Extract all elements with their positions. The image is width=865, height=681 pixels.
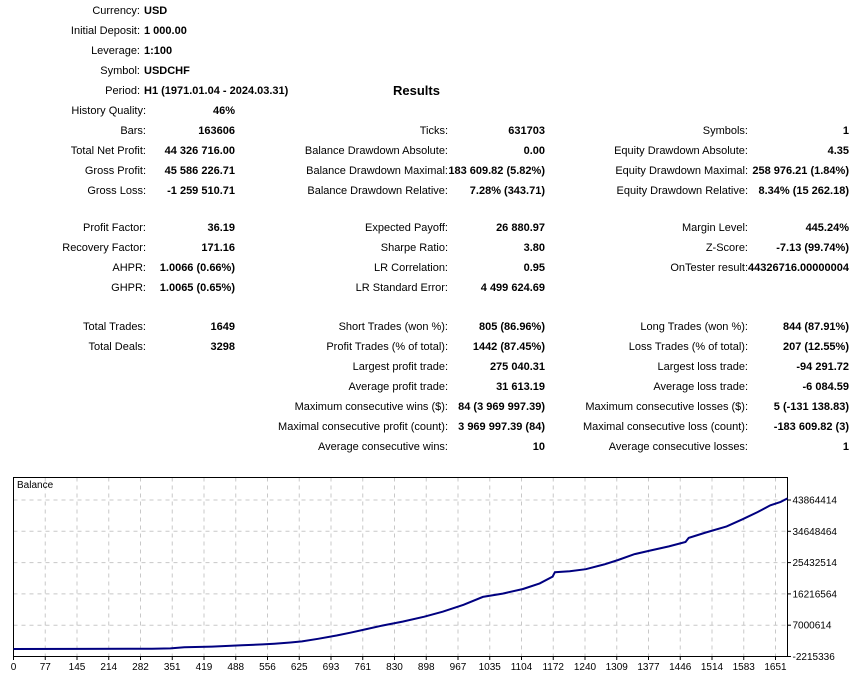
stat-value: [748, 258, 849, 278]
stat-value-text: 258 976.21 (1.84%): [752, 165, 849, 177]
stat-label: [235, 161, 448, 181]
stat-label: [235, 357, 448, 377]
stat-label: [545, 357, 748, 377]
x-axis-label: 1583: [732, 662, 755, 673]
stat-label: [235, 258, 448, 278]
stat-label: [235, 437, 448, 457]
stat-value-text: 3 969 997.39 (84): [458, 421, 545, 433]
stat-value-text: -7.13 (99.74%): [776, 242, 849, 254]
stat-value-text: -6 084.59: [802, 381, 849, 393]
stat-label: [0, 101, 146, 121]
stat-label: [545, 437, 748, 457]
stat-label-text: Equity Drawdown Maximal:: [615, 165, 748, 177]
stats-row: [0, 161, 849, 181]
header-value: H1 (1971.01.04 - 2024.03.31): [144, 85, 289, 97]
chart-frame: [14, 478, 788, 657]
x-axis-label: 761: [354, 662, 372, 673]
stat-label: [545, 397, 748, 417]
stat-value-text: 183 609.82 (5.82%): [448, 165, 545, 177]
stat-value: [748, 121, 849, 141]
x-axis-label: 214: [100, 662, 118, 673]
stat-value: [146, 258, 235, 278]
stat-label: [235, 417, 448, 437]
stat-value: [448, 238, 545, 258]
stats-row: [0, 317, 849, 337]
stat-label-text: OnTester result:: [670, 262, 748, 274]
stats-row: [0, 417, 849, 437]
stat-value-text: 44 326 716.00: [164, 145, 235, 157]
header-label: Initial Deposit:: [70, 25, 140, 37]
stat-label: [235, 218, 448, 238]
stat-label: [545, 337, 748, 357]
header-value: 1:100: [144, 45, 173, 57]
stat-label-text: Average loss trade:: [653, 381, 748, 393]
stat-value: [146, 437, 235, 457]
stat-value-text: -1 259 510.71: [167, 185, 235, 197]
stat-value: [748, 278, 849, 298]
header-label: Period:: [105, 85, 140, 97]
stat-value: [146, 278, 235, 298]
header-label: Leverage:: [91, 45, 140, 57]
stat-value: [748, 397, 849, 417]
stat-value-text: 5 (-131 138.83): [773, 401, 849, 413]
stat-label: [545, 181, 748, 201]
stat-value-text: 84 (3 969 997.39): [458, 401, 545, 413]
x-axis-label: 1240: [573, 662, 597, 673]
x-axis-label: 351: [163, 662, 181, 673]
stats-row: [0, 218, 849, 238]
stat-value: [748, 417, 849, 437]
x-axis-label: 830: [386, 662, 403, 673]
stat-value-text: 1.0066 (0.66%): [159, 262, 235, 274]
stat-value-text: -94 291.72: [796, 361, 849, 373]
stat-label: [235, 337, 448, 357]
stat-value-text: 1: [842, 125, 849, 137]
header-row: [0, 1, 288, 21]
stat-value: [146, 141, 235, 161]
stat-label-text: Total Net Profit:: [70, 145, 146, 157]
y-axis-label: 34648464: [792, 526, 837, 538]
stat-value-text: 171.16: [201, 242, 235, 254]
stat-label-text: Sharpe Ratio:: [380, 242, 448, 254]
stat-value-text: 163606: [198, 125, 235, 137]
stats-row: [0, 141, 849, 161]
stat-label-text: Largest loss trade:: [657, 361, 748, 373]
stat-label-text: History Quality:: [71, 105, 146, 117]
stat-label: [235, 141, 448, 161]
stat-label-text: Equity Drawdown Absolute:: [614, 145, 748, 157]
stat-label-text: Total Trades:: [83, 321, 146, 333]
stats-section-1: [0, 101, 849, 201]
stat-value: [748, 317, 849, 337]
stat-label-text: AHPR:: [112, 262, 146, 274]
stat-value: [146, 101, 235, 121]
stat-label: [235, 121, 448, 141]
stat-label-text: LR Standard Error:: [355, 282, 448, 294]
stat-label-text: Total Deals:: [88, 341, 146, 353]
stat-value: [448, 278, 545, 298]
stats-row: [0, 437, 849, 457]
stats-row: [0, 337, 849, 357]
stat-value: [146, 377, 235, 397]
stat-value: [146, 121, 235, 141]
stat-value-text: 1442 (87.45%): [472, 341, 545, 353]
stat-value: [146, 397, 235, 417]
stat-label-text: Average profit trade:: [348, 381, 448, 393]
stats-row: [0, 121, 849, 141]
stat-value-text: 4 499 624.69: [480, 282, 545, 294]
stat-value: [146, 417, 235, 437]
stat-value-text: 46%: [212, 105, 235, 117]
stat-label: [0, 377, 146, 397]
x-axis-label: 282: [132, 662, 149, 673]
stat-label-text: Margin Level:: [681, 222, 748, 234]
stat-label: [0, 141, 146, 161]
stats-row: [0, 397, 849, 417]
header-label: Symbol:: [100, 65, 140, 77]
stat-label: [545, 258, 748, 278]
balance-chart: [0, 470, 865, 678]
stats-section-3: [0, 317, 849, 457]
header-value: USDCHF: [144, 65, 190, 77]
stat-value-text: 275 040.31: [489, 361, 545, 373]
results-title: Results: [393, 83, 440, 98]
stat-value: [146, 337, 235, 357]
stat-label-text: Maximum consecutive losses ($):: [585, 401, 748, 413]
stat-label: [545, 377, 748, 397]
header-label: Currency:: [92, 5, 140, 17]
stat-value-text: 3298: [210, 341, 235, 353]
stat-value-text: 805 (86.96%): [478, 321, 545, 333]
stat-value-text: 44326716.00000004: [748, 262, 849, 274]
stat-label-text: Maximal consecutive loss (count):: [582, 421, 748, 433]
x-axis-label: 77: [39, 662, 51, 673]
stat-label-text: Maximum consecutive wins ($):: [294, 401, 448, 413]
stat-label: [0, 218, 146, 238]
stats-row: [0, 181, 849, 201]
x-axis-label: 693: [322, 662, 340, 673]
x-axis-label: 0: [10, 662, 17, 673]
stat-label-text: Balance Drawdown Maximal:: [306, 165, 448, 177]
stat-label-text: Ticks:: [419, 125, 448, 137]
header-row: [0, 41, 288, 61]
stat-value-text: 31 613.19: [496, 381, 545, 393]
stat-label-text: Bars:: [120, 125, 146, 137]
stats-row: [0, 238, 849, 258]
stat-value-text: 4.35: [827, 145, 849, 157]
stat-value: [448, 337, 545, 357]
stat-label-text: Largest profit trade:: [352, 361, 448, 373]
stat-value: [748, 357, 849, 377]
x-axis-label: 1377: [637, 662, 660, 673]
stat-value: [146, 218, 235, 238]
stat-label: [545, 278, 748, 298]
stat-label: [0, 161, 146, 181]
stats-row: [0, 377, 849, 397]
x-axis-label: 625: [290, 662, 308, 673]
stat-label-text: Short Trades (won %):: [338, 321, 448, 333]
stat-value: [448, 121, 545, 141]
chart-title: Balance: [17, 480, 54, 491]
x-axis-label: 1309: [605, 662, 628, 673]
header-block: [0, 1, 288, 101]
stats-row: [0, 258, 849, 278]
x-axis-label: 898: [417, 662, 435, 673]
stat-label: [0, 317, 146, 337]
stat-label-text: Equity Drawdown Relative:: [616, 185, 748, 197]
stat-value: [448, 161, 545, 181]
stat-label-text: Loss Trades (% of total):: [628, 341, 748, 353]
stat-value: [748, 337, 849, 357]
stat-label: [545, 218, 748, 238]
stat-label-text: Balance Drawdown Absolute:: [304, 145, 448, 157]
stat-value: [748, 161, 849, 181]
stat-label-text: Average consecutive losses:: [608, 441, 748, 453]
stat-value: [748, 181, 849, 201]
header-row: [0, 61, 288, 81]
y-axis-label: 43864414: [792, 495, 837, 507]
stat-value: [448, 258, 545, 278]
x-axis-label: 145: [68, 662, 86, 673]
stat-label: [545, 141, 748, 161]
stat-value-text: -183 609.82 (3): [773, 421, 849, 433]
stat-label-text: Balance Drawdown Relative:: [307, 185, 448, 197]
stat-label: [545, 101, 748, 121]
balance-chart-svg: [0, 470, 865, 678]
stat-value: [448, 317, 545, 337]
stat-value-text: 207 (12.55%): [782, 341, 849, 353]
balance-line: [14, 498, 788, 649]
x-axis-label: 1514: [700, 662, 724, 673]
stat-label-text: Expected Payoff:: [365, 222, 448, 234]
x-axis-label: 1446: [669, 662, 692, 673]
stat-value-text: 1: [842, 441, 849, 453]
stat-value: [448, 101, 545, 121]
stat-value: [748, 101, 849, 121]
stat-value: [146, 181, 235, 201]
stat-value-text: 0.00: [523, 145, 545, 157]
x-axis-label: 967: [449, 662, 467, 673]
stat-label: [235, 317, 448, 337]
stat-value: [448, 377, 545, 397]
stat-value: [448, 141, 545, 161]
header-row: [0, 81, 288, 101]
y-axis-label: 25432514: [792, 558, 837, 570]
stat-label: [0, 121, 146, 141]
stat-label-text: Profit Trades (% of total):: [326, 341, 448, 353]
stat-label: [235, 101, 448, 121]
stat-value: [146, 357, 235, 377]
stat-label-text: Profit Factor:: [83, 222, 146, 234]
stat-value: [448, 218, 545, 238]
stat-value-text: 844 (87.91%): [782, 321, 849, 333]
stat-value-text: 45 586 226.71: [164, 165, 235, 177]
y-axis-label: -2215336: [792, 652, 835, 663]
stat-value: [448, 397, 545, 417]
stat-label: [0, 278, 146, 298]
stat-label: [0, 258, 146, 278]
x-axis-label: 488: [227, 662, 245, 673]
stats-row: [0, 357, 849, 377]
stat-label-text: Symbols:: [702, 125, 748, 137]
x-axis-label: 556: [259, 662, 276, 673]
stat-label-text: Recovery Factor:: [62, 242, 146, 254]
stat-value: [748, 141, 849, 161]
x-axis-label: 419: [195, 662, 213, 673]
stat-value: [146, 161, 235, 181]
stat-value-text: 631703: [508, 125, 545, 137]
stat-label: [0, 397, 146, 417]
stat-label: [235, 397, 448, 417]
stat-value: [748, 437, 849, 457]
y-axis-label: 7000614: [792, 620, 832, 632]
stat-value: [748, 238, 849, 258]
stat-label: [235, 238, 448, 258]
stat-value: [448, 357, 545, 377]
stat-value-text: 1649: [210, 321, 235, 333]
stat-label-text: Gross Loss:: [87, 185, 146, 197]
stat-value-text: 445.24%: [805, 222, 849, 234]
stat-value: [146, 317, 235, 337]
stat-label-text: Maximal consecutive profit (count):: [278, 421, 448, 433]
stat-value: [748, 377, 849, 397]
stat-value-text: 8.34% (15 262.18): [758, 185, 849, 197]
x-axis-label: 1651: [764, 662, 787, 673]
header-value: 1 000.00: [144, 25, 187, 37]
x-axis-label: 1172: [542, 662, 565, 673]
stats-row: [0, 101, 849, 121]
stat-label: [0, 437, 146, 457]
stat-value-text: 26 880.97: [496, 222, 545, 234]
stat-value-text: 1.0065 (0.65%): [159, 282, 235, 294]
stat-value-text: 0.95: [523, 262, 545, 274]
stat-value: [448, 437, 545, 457]
stat-label-text: GHPR:: [111, 282, 146, 294]
stat-value-text: 3.80: [523, 242, 545, 254]
stat-label-text: Z-Score:: [705, 242, 748, 254]
stat-label: [0, 417, 146, 437]
x-axis-label: 1104: [510, 662, 533, 673]
stat-label: [545, 417, 748, 437]
stat-value: [448, 181, 545, 201]
stat-value: [146, 238, 235, 258]
stat-label: [0, 181, 146, 201]
y-axis-label: 16216564: [792, 589, 837, 601]
stat-label: [0, 357, 146, 377]
header-value: USD: [144, 5, 168, 17]
header-row: [0, 21, 288, 41]
stat-label: [545, 161, 748, 181]
stat-label: [235, 181, 448, 201]
stat-value-text: 36.19: [207, 222, 235, 234]
stat-label-text: Average consecutive wins:: [317, 441, 448, 453]
stats-row: [0, 278, 849, 298]
stats-section-2: [0, 218, 849, 298]
stat-label: [0, 238, 146, 258]
stat-label: [0, 337, 146, 357]
stat-label: [235, 377, 448, 397]
stat-value: [748, 218, 849, 238]
stat-value: [448, 417, 545, 437]
stat-label-text: LR Correlation:: [374, 262, 448, 274]
stat-label: [545, 317, 748, 337]
stat-label: [235, 278, 448, 298]
stat-label: [545, 238, 748, 258]
stat-label: [545, 121, 748, 141]
stat-value-text: 10: [532, 441, 545, 453]
x-axis-label: 1035: [478, 662, 501, 673]
stat-label-text: Long Trades (won %):: [640, 321, 748, 333]
stat-value-text: 7.28% (343.71): [469, 185, 545, 197]
stat-label-text: Gross Profit:: [84, 165, 146, 177]
